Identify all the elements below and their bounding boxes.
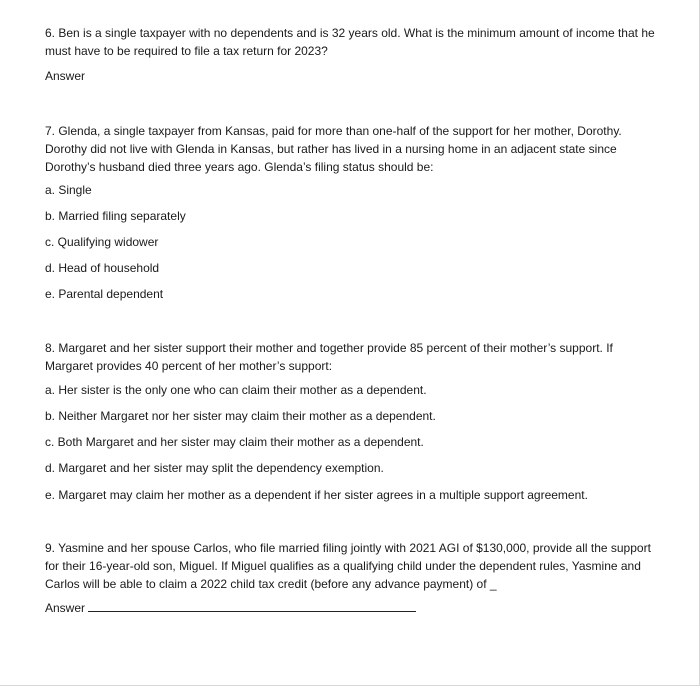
question-8-text: 8. Margaret and her sister support their mother and together provide 85 percent of their mother’s support. If Margaret provides 40 percent of her mother’s support: (45, 341, 613, 373)
question-6-answer (45, 67, 655, 85)
question-8 (45, 339, 655, 375)
question-8-option-b: b. Neither Margaret nor her sister may claim their mother as a dependent. (45, 409, 436, 423)
question-7-option-c: c. Qualifying widower (45, 235, 159, 249)
answer-label: Answer (45, 601, 86, 615)
question-8-option-d: d. Margaret and her sister may split the dependency exemption. (45, 461, 384, 475)
question-9-text: 9. Yasmine and her spouse Carlos, who file married filing jointly with 2021 AGI of $130,000, provide all the support for their 16-year-old son, Miguel. If Miguel qualifies as a qualifying child under the dependent rules, Yasmine and Carlos will be able to claim a 2022 child tax credit (before any advance payment) of _ (45, 541, 651, 591)
question-7-option-a: a. Single (45, 183, 92, 197)
question-8-option-e: e. Margaret may claim her mother as a dependent if her sister agrees in a multiple support agreement. (45, 488, 588, 502)
question-8-option-c: c. Both Margaret and her sister may claim their mother as a dependent. (45, 435, 424, 449)
question-7-option-d: d. Head of household (45, 261, 160, 275)
question-7-option-b: b. Married filing separately (45, 209, 186, 223)
question-6 (45, 24, 655, 60)
question-7-option-e: e. Parental dependent (45, 287, 164, 301)
question-9-answer (45, 599, 655, 617)
question-9 (45, 539, 655, 593)
question-8-option-a: a. Her sister is the only one who can claim their mother as a dependent. (45, 383, 427, 397)
answer-blank-line[interactable] (88, 600, 416, 612)
answer-label: Answer (45, 69, 86, 83)
question-7-text: 7. Glenda, a single taxpayer from Kansas, paid for more than one-half of the support for her mother, Dorothy. Dorothy did not live with Glenda in Kansas, but rather has lived in a nursing home in an adjacent state since Dorothy’s husband died three years ago. Glenda’s filing status should be: (45, 124, 622, 174)
question-7 (45, 122, 655, 176)
question-6-text: 6. Ben is a single taxpayer with no dependents and is 32 years old. What is the minimum amount of income that he must have to be required to file a tax return for 2023? (45, 26, 655, 58)
